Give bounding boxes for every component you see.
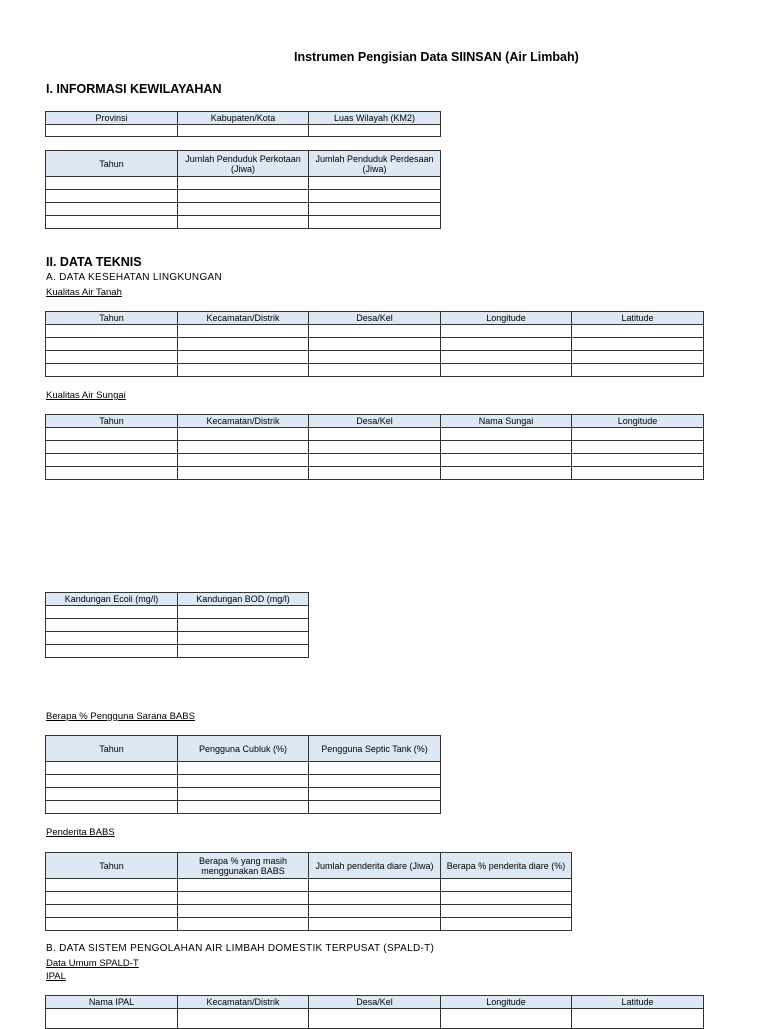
table-cell[interactable] bbox=[309, 338, 441, 351]
column-header: Tahun bbox=[46, 736, 178, 762]
table-cell[interactable] bbox=[309, 918, 441, 931]
column-header: Desa/Kel bbox=[309, 996, 441, 1009]
table-cell[interactable] bbox=[46, 454, 178, 467]
table-cell[interactable] bbox=[441, 905, 572, 918]
babs-users-table bbox=[45, 735, 441, 814]
table-cell[interactable] bbox=[178, 879, 309, 892]
column-header: Tahun bbox=[46, 151, 178, 177]
section-heading-data-teknis: II. DATA TEKNIS bbox=[46, 255, 142, 269]
column-header: Longitude bbox=[441, 996, 572, 1009]
air-sungai-table bbox=[45, 414, 704, 480]
table-cell[interactable] bbox=[309, 892, 441, 905]
table-row bbox=[46, 918, 572, 931]
table-cell[interactable] bbox=[441, 1009, 572, 1029]
column-header: Berapa % yang masih menggunakan BABS bbox=[178, 853, 309, 879]
column-header: Pengguna Septic Tank (%) bbox=[309, 736, 441, 762]
table-cell[interactable] bbox=[46, 606, 178, 619]
table-cell[interactable] bbox=[309, 216, 441, 229]
table-row bbox=[46, 428, 704, 441]
penderita-table bbox=[45, 852, 572, 931]
table-cell[interactable] bbox=[178, 364, 309, 377]
table-cell[interactable] bbox=[309, 177, 441, 190]
table-cell[interactable] bbox=[441, 454, 572, 467]
table-cell[interactable] bbox=[309, 125, 441, 137]
table-row bbox=[46, 762, 441, 775]
table-cell[interactable] bbox=[46, 428, 178, 441]
table-row bbox=[46, 645, 309, 658]
table-row bbox=[46, 325, 704, 338]
table-cell[interactable] bbox=[441, 441, 572, 454]
table-cell[interactable] bbox=[46, 762, 178, 775]
table-cell[interactable] bbox=[46, 619, 178, 632]
table-cell[interactable] bbox=[178, 892, 309, 905]
table-row bbox=[46, 351, 704, 364]
column-header: Longitude bbox=[441, 312, 572, 325]
table-cell[interactable] bbox=[178, 216, 309, 229]
column-header: Desa/Kel bbox=[309, 415, 441, 428]
table-cell[interactable] bbox=[572, 467, 704, 480]
table-cell[interactable] bbox=[178, 1009, 309, 1029]
air-sungai-label: Kualitas Air Sungai bbox=[46, 390, 126, 401]
table-cell[interactable] bbox=[309, 905, 441, 918]
table-cell[interactable] bbox=[46, 190, 178, 203]
table-cell[interactable] bbox=[178, 762, 309, 775]
table-cell[interactable] bbox=[46, 351, 178, 364]
table-cell[interactable] bbox=[46, 364, 178, 377]
table-cell[interactable] bbox=[46, 905, 178, 918]
table-cell[interactable] bbox=[309, 190, 441, 203]
table-row bbox=[46, 632, 309, 645]
column-header: Nama IPAL bbox=[46, 996, 178, 1009]
table-cell[interactable] bbox=[178, 918, 309, 931]
table-row bbox=[46, 467, 704, 480]
column-header: Latitude bbox=[572, 996, 704, 1009]
table-row bbox=[46, 905, 572, 918]
kandungan-table bbox=[45, 592, 309, 658]
table-cell[interactable] bbox=[178, 467, 309, 480]
table-row bbox=[46, 216, 441, 229]
table-cell[interactable] bbox=[46, 125, 178, 137]
table-cell[interactable] bbox=[46, 645, 178, 658]
table-cell[interactable] bbox=[46, 1009, 178, 1029]
table-cell[interactable] bbox=[309, 364, 441, 377]
column-header: Pengguna Cubluk (%) bbox=[178, 736, 309, 762]
penderita-label: Penderita BABS bbox=[46, 827, 115, 838]
table-cell[interactable] bbox=[46, 918, 178, 931]
table-row bbox=[46, 788, 441, 801]
table-row bbox=[46, 177, 441, 190]
table-cell[interactable] bbox=[309, 454, 441, 467]
column-header: Kecamatan/Distrik bbox=[178, 415, 309, 428]
table-cell[interactable] bbox=[46, 338, 178, 351]
column-header: Jumlah penderita diare (Jiwa) bbox=[309, 853, 441, 879]
table-row bbox=[46, 619, 309, 632]
table-cell[interactable] bbox=[178, 905, 309, 918]
table-cell[interactable] bbox=[441, 879, 572, 892]
table-cell[interactable] bbox=[46, 879, 178, 892]
table-cell[interactable] bbox=[309, 801, 441, 814]
column-header: Nama Sungai bbox=[441, 415, 572, 428]
table-cell[interactable] bbox=[178, 203, 309, 216]
table-cell[interactable] bbox=[309, 325, 441, 338]
table-cell[interactable] bbox=[46, 775, 178, 788]
table-cell[interactable] bbox=[572, 351, 704, 364]
table-cell[interactable] bbox=[309, 203, 441, 216]
table-cell[interactable] bbox=[572, 338, 704, 351]
table-cell[interactable] bbox=[572, 428, 704, 441]
air-tanah-label: Kualitas Air Tanah bbox=[46, 287, 122, 298]
column-header: Kecamatan/Distrik bbox=[178, 996, 309, 1009]
column-header: Provinsi bbox=[46, 112, 178, 125]
table-cell[interactable] bbox=[572, 1009, 704, 1029]
table-cell[interactable] bbox=[46, 441, 178, 454]
table-cell[interactable] bbox=[309, 762, 441, 775]
table-cell[interactable] bbox=[178, 190, 309, 203]
column-header: Desa/Kel bbox=[309, 312, 441, 325]
column-header: Tahun bbox=[46, 415, 178, 428]
table-row bbox=[46, 454, 704, 467]
table-cell[interactable] bbox=[178, 788, 309, 801]
column-header: Tahun bbox=[46, 853, 178, 879]
table-row bbox=[46, 801, 441, 814]
table-cell[interactable] bbox=[46, 177, 178, 190]
table-cell[interactable] bbox=[46, 467, 178, 480]
table-row bbox=[46, 879, 572, 892]
table-cell[interactable] bbox=[46, 892, 178, 905]
table-cell[interactable] bbox=[178, 441, 309, 454]
table-cell[interactable] bbox=[178, 619, 309, 632]
table-cell[interactable] bbox=[441, 364, 572, 377]
table-cell[interactable] bbox=[572, 364, 704, 377]
table-row bbox=[46, 203, 441, 216]
table-cell[interactable] bbox=[46, 325, 178, 338]
table-cell[interactable] bbox=[309, 467, 441, 480]
subsection-b-heading: B. DATA SISTEM PENGOLAHAN AIR LIMBAH DOMESTIK TERPUSAT (SPALD-T) bbox=[46, 943, 435, 954]
table-cell[interactable] bbox=[178, 632, 309, 645]
page-title: Instrumen Pengisian Data SIINSAN (Air Limbah) bbox=[294, 50, 579, 64]
table-cell[interactable] bbox=[441, 338, 572, 351]
air-tanah-table bbox=[45, 311, 704, 377]
table-cell[interactable] bbox=[46, 801, 178, 814]
table-row bbox=[46, 1009, 704, 1029]
ipal-label: IPAL bbox=[46, 971, 66, 982]
population-table bbox=[45, 150, 441, 229]
table-cell[interactable] bbox=[178, 125, 309, 137]
table-row bbox=[46, 364, 704, 377]
column-header: Longitude bbox=[572, 415, 704, 428]
spald-general-label: Data Umum SPALD-T bbox=[46, 958, 139, 969]
column-header: Jumlah Penduduk Perdesaan (Jiwa) bbox=[309, 151, 441, 177]
column-header: Latitude bbox=[572, 312, 704, 325]
table-cell[interactable] bbox=[441, 892, 572, 905]
table-cell[interactable] bbox=[309, 1009, 441, 1029]
table-cell[interactable] bbox=[572, 454, 704, 467]
column-header: Kandungan Ecoli (mg/l) bbox=[46, 593, 178, 606]
table-cell[interactable] bbox=[441, 351, 572, 364]
table-cell[interactable] bbox=[441, 918, 572, 931]
table-cell[interactable] bbox=[46, 632, 178, 645]
table-cell[interactable] bbox=[178, 775, 309, 788]
table-cell[interactable] bbox=[441, 467, 572, 480]
babs-users-label: Berapa % Pengguna Sarana BABS bbox=[46, 711, 195, 722]
column-header: Tahun bbox=[46, 312, 178, 325]
table-cell[interactable] bbox=[309, 351, 441, 364]
table-row bbox=[46, 338, 704, 351]
table-cell[interactable] bbox=[178, 351, 309, 364]
table-cell[interactable] bbox=[178, 177, 309, 190]
table-cell[interactable] bbox=[572, 325, 704, 338]
table-cell[interactable] bbox=[178, 606, 309, 619]
table-row bbox=[46, 441, 704, 454]
table-cell[interactable] bbox=[178, 645, 309, 658]
column-header: Berapa % penderita diare (%) bbox=[441, 853, 572, 879]
table-cell[interactable] bbox=[178, 338, 309, 351]
table-row bbox=[46, 125, 441, 137]
subsection-a-heading: A. DATA KESEHATAN LINGKUNGAN bbox=[46, 272, 223, 283]
column-header: Kecamatan/Distrik bbox=[178, 312, 309, 325]
column-header: Jumlah Penduduk Perkotaan (Jiwa) bbox=[178, 151, 309, 177]
column-header: Kandungan BOD (mg/l) bbox=[178, 593, 309, 606]
table-cell[interactable] bbox=[46, 203, 178, 216]
table-cell[interactable] bbox=[178, 454, 309, 467]
table-row bbox=[46, 190, 441, 203]
column-header: Kabupaten/Kota bbox=[178, 112, 309, 125]
table-row bbox=[46, 606, 309, 619]
table-cell[interactable] bbox=[572, 441, 704, 454]
table-cell[interactable] bbox=[309, 428, 441, 441]
table-cell[interactable] bbox=[178, 325, 309, 338]
table-cell[interactable] bbox=[46, 216, 178, 229]
region-table bbox=[45, 111, 441, 137]
table-cell[interactable] bbox=[309, 788, 441, 801]
section-heading-informasi: I. INFORMASI KEWILAYAHAN bbox=[46, 82, 222, 96]
table-cell[interactable] bbox=[441, 325, 572, 338]
table-row bbox=[46, 892, 572, 905]
table-cell[interactable] bbox=[46, 788, 178, 801]
table-cell[interactable] bbox=[178, 801, 309, 814]
table-cell[interactable] bbox=[441, 428, 572, 441]
table-row bbox=[46, 775, 441, 788]
column-header: Luas Wilayah (KM2) bbox=[309, 112, 441, 125]
table-cell[interactable] bbox=[309, 775, 441, 788]
table-cell[interactable] bbox=[309, 441, 441, 454]
table-cell[interactable] bbox=[309, 879, 441, 892]
table-cell[interactable] bbox=[178, 428, 309, 441]
